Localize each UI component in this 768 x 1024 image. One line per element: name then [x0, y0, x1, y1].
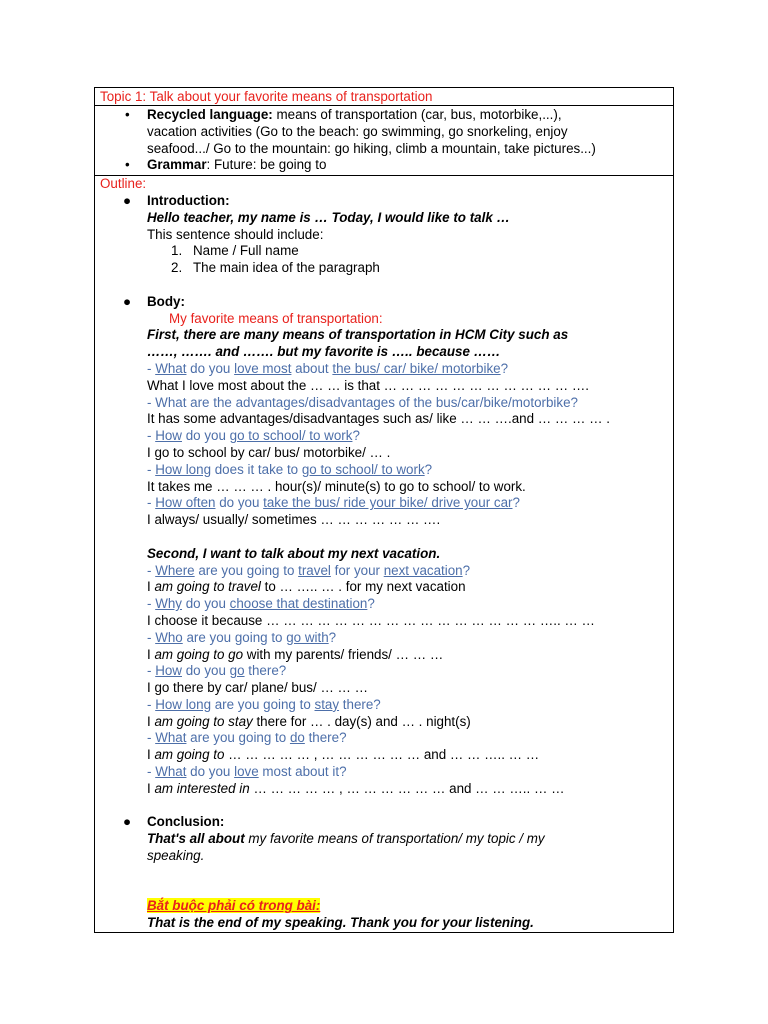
- intro-item-1: 1. Name / Full name: [171, 243, 299, 259]
- grammar-label: Grammar: [147, 157, 207, 173]
- outline-row: [95, 176, 673, 932]
- vacation-question-4: - How do you go there?: [147, 663, 287, 679]
- body-section: [95, 294, 673, 798]
- question-5: - How often do you take the bus/ ride your bike/ drive your car?: [147, 495, 520, 511]
- final-sentence: That is the end of my speaking. Thank you for your listening.: [147, 915, 534, 931]
- intro-line-1: Hello teacher, my name is … Today, I would like to talk …: [147, 209, 510, 225]
- question-4: - How long does it take to go to school/ to work?: [147, 461, 433, 477]
- answer-1: What I love most about the … … is that … … … … … … … … … … … ….: [147, 377, 590, 393]
- body-subheading: My favorite means of transportation:: [169, 310, 383, 326]
- conclusion-section: [95, 814, 673, 932]
- vacation-answer-7: I am interested in … … … … … , … … … … … … and … … ….. … …: [147, 780, 565, 796]
- body-heading: Body:: [147, 293, 185, 309]
- recycled-text-2: vacation activities (Go to the beach: go swimming, go snorkeling, enjoy: [147, 123, 568, 139]
- vacation-question-5: - How long are you going to stay there?: [147, 696, 381, 712]
- vacation-answer-5: I am going to stay there for … . day(s) and … . night(s): [147, 713, 471, 729]
- answer-2: It has some advantages/disadvantages such as/ like … … ….and … … … … .: [147, 411, 610, 427]
- vacation-question-7: - What do you love most about it?: [147, 764, 347, 780]
- recycled-text-1: means of transportation (car, bus, motorbike,...),: [272, 107, 562, 122]
- lesson-table: [94, 87, 674, 933]
- answer-3: I go to school by car/ bus/ motorbike/ … .: [147, 444, 391, 460]
- body-first-1: First, there are many means of transportation in HCM City such as: [147, 327, 569, 343]
- required-note: Bắt buộc phải có trong bài:: [147, 898, 321, 914]
- question-2: - What are the advantages/disadvantages of the bus/car/bike/motorbike?: [147, 394, 578, 410]
- introduction-section: [95, 193, 673, 277]
- question-3: - How do you go to school/ to work?: [147, 428, 360, 444]
- recycled-label: Recycled language:: [147, 107, 273, 122]
- bullet-dot-icon: ●: [123, 814, 132, 830]
- conclusion-heading: Conclusion:: [147, 814, 225, 830]
- vacation-answer-6: I am going to … … … … … , … … … … … … and … … ….. … …: [147, 747, 540, 763]
- body-first-2: ……, ……. and ……. but my favorite is ….. because ……: [147, 344, 501, 360]
- vacation-question-3: - Who are you going to go with?: [147, 629, 337, 645]
- recycled-language-bullet: [95, 107, 673, 157]
- bullet-dot-icon: ●: [123, 192, 132, 208]
- vacation-question-1: - Where are you going to travel for your next vacation?: [147, 562, 471, 578]
- introduction-heading: Introduction:: [147, 192, 230, 208]
- vacation-question-6: - What are you going to do there?: [147, 730, 347, 746]
- vacation-answer-4: I go there by car/ plane/ bus/ … … …: [147, 680, 369, 696]
- topic-title: Topic 1: Talk about your favorite means of transportation: [95, 88, 673, 106]
- grammar-bullet: [95, 157, 673, 174]
- answer-5: I always/ usually/ sometimes … … … … … … ….: [147, 512, 441, 528]
- vacation-answer-3: I am going to go with my parents/ friends/ … … …: [147, 646, 444, 662]
- vacation-question-2: - Why do you choose that destination?: [147, 596, 375, 612]
- vacation-answer-2: I choose it because … … … … … … … … … … … … … … … … ….. … …: [147, 612, 595, 628]
- intro-line-2: This sentence should include:: [147, 226, 324, 242]
- language-row: [95, 106, 673, 176]
- bullet-dot-icon: ●: [123, 293, 132, 309]
- answer-4: It takes me … … … . hour(s)/ minute(s) to go to school/ to work.: [147, 478, 526, 494]
- vacation-answer-1: I am going to travel to … ….. … . for my next vacation: [147, 579, 466, 595]
- recycled-text-3: seafood.../ Go to the mountain: go hiking, climb a mountain, take pictures...): [147, 140, 596, 156]
- question-1: - What do you love most about the bus/ car/ bike/ motorbike?: [147, 360, 509, 376]
- conclusion-line-1: That's all about my favorite means of transportation/ my topic / my: [147, 831, 545, 847]
- outline-label: Outline:: [100, 176, 147, 192]
- body-second: Second, I want to talk about my next vacation.: [147, 545, 441, 561]
- intro-item-2: 2. The main idea of the paragraph: [171, 260, 380, 276]
- conclusion-line-2: speaking.: [147, 848, 205, 864]
- grammar-text: : Future: be going to: [206, 157, 327, 173]
